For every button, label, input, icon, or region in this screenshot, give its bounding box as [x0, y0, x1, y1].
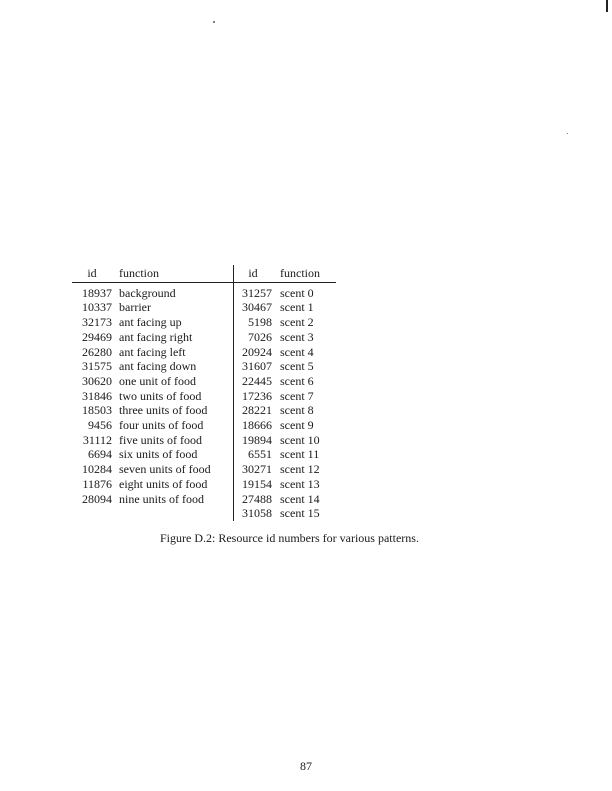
table-row	[72, 345, 336, 360]
cell-id-right: 17236	[234, 389, 281, 404]
header-function-right: function	[280, 265, 336, 282]
cell-function-right: scent 10	[280, 432, 320, 447]
cell-id-left	[72, 506, 119, 521]
cell-function-left	[119, 506, 234, 521]
cell-function-right: scent 11	[280, 447, 320, 462]
table-row	[72, 418, 336, 433]
cell-id-right: 19894	[234, 433, 281, 448]
cell-id-left: 31575	[82, 359, 112, 374]
cell-id-right: 5198	[234, 315, 281, 330]
cell-id-right: 28221	[234, 403, 281, 418]
cell-id-right: 27488	[234, 492, 281, 507]
table-row	[72, 462, 336, 477]
table-row	[72, 315, 336, 330]
table-row	[72, 447, 336, 462]
cell-function-right: scent 5	[280, 359, 314, 374]
cell-function-left: two units of food	[119, 388, 202, 403]
header-id-left: id	[72, 265, 119, 282]
cell-function-left: five units of food	[119, 432, 202, 447]
cell-function-right: scent 14	[280, 491, 320, 506]
cell-function-right: scent 12	[280, 462, 320, 477]
cell-function-right: scent 15	[280, 506, 320, 521]
table-row	[72, 433, 336, 448]
cell-id-right: 19154	[234, 477, 281, 492]
cell-id-left: 32173	[82, 315, 112, 330]
cell-function-left: ant facing left	[119, 344, 186, 359]
table-row	[72, 282, 336, 300]
cell-function-left: seven units of food	[119, 462, 211, 477]
cell-id-right: 30271	[234, 462, 281, 477]
table-header-row	[72, 265, 336, 282]
cell-id-left: 31112	[82, 432, 112, 447]
cell-function-left: three units of food	[119, 403, 208, 418]
scan-speck	[213, 21, 215, 23]
cell-id-right: 31607	[234, 359, 281, 374]
cell-id-left: 10337	[82, 300, 112, 315]
table-row	[72, 492, 336, 507]
cell-id-right: 31257	[234, 282, 281, 300]
cell-function-right: scent 9	[280, 418, 314, 433]
cell-function-right: scent 0	[280, 285, 314, 300]
figure-caption: Figure D.2: Resource id numbers for various patterns.	[160, 531, 419, 545]
cell-id-left: 28094	[82, 491, 112, 506]
table-row	[72, 477, 336, 492]
cell-function-left: eight units of food	[119, 476, 208, 491]
cell-function-right: scent 2	[280, 315, 314, 330]
cell-id-left: 30620	[82, 373, 112, 388]
cell-function-right: scent 4	[280, 344, 314, 359]
cell-id-left: 9456	[88, 418, 112, 433]
scan-edge-mark	[606, 0, 608, 12]
cell-id-left: 29469	[82, 329, 112, 344]
cell-id-left: 31846	[82, 388, 112, 403]
cell-id-left: 11876	[82, 476, 112, 491]
table-row	[72, 389, 336, 404]
cell-id-left: 6694	[88, 447, 112, 462]
cell-id-right: 31058	[234, 506, 281, 521]
resource-id-table-wrap	[72, 265, 336, 521]
table-row	[72, 506, 336, 521]
cell-function-left: six units of food	[119, 447, 198, 462]
table-row	[72, 330, 336, 345]
cell-function-left: nine units of food	[119, 491, 204, 506]
cell-function-right: scent 3	[280, 329, 314, 344]
cell-function-left: ant facing right	[119, 329, 193, 344]
table-row	[72, 403, 336, 418]
cell-function-left: background	[119, 285, 176, 300]
cell-id-left: 26280	[82, 344, 112, 359]
cell-id-right: 18666	[234, 418, 281, 433]
cell-id-left: 18937	[82, 285, 112, 300]
table-row	[72, 374, 336, 389]
cell-function-right: scent 7	[280, 388, 314, 403]
cell-id-left: 10284	[82, 462, 112, 477]
resource-id-table	[72, 265, 336, 521]
header-function-left: function	[119, 265, 234, 282]
cell-function-left: one unit of food	[119, 373, 196, 388]
scan-speck	[567, 133, 568, 134]
cell-function-right: scent 13	[280, 476, 320, 491]
cell-function-right: scent 1	[280, 300, 314, 315]
page-number: 87	[300, 759, 312, 773]
cell-id-right: 30467	[234, 300, 281, 315]
cell-id-right: 6551	[234, 447, 281, 462]
cell-function-right: scent 8	[280, 403, 314, 418]
table-row	[72, 300, 336, 315]
cell-function-left: ant facing up	[119, 315, 182, 330]
cell-id-right: 7026	[234, 330, 281, 345]
table-row	[72, 359, 336, 374]
table-body	[72, 282, 336, 521]
cell-function-left: barrier	[119, 300, 151, 315]
cell-id-left: 18503	[82, 403, 112, 418]
cell-id-right: 20924	[234, 345, 281, 360]
cell-function-left: four units of food	[119, 418, 204, 433]
header-id-right: id	[234, 265, 281, 282]
cell-id-right: 22445	[234, 374, 281, 389]
cell-function-right: scent 6	[280, 373, 314, 388]
cell-function-left: ant facing down	[119, 359, 197, 374]
